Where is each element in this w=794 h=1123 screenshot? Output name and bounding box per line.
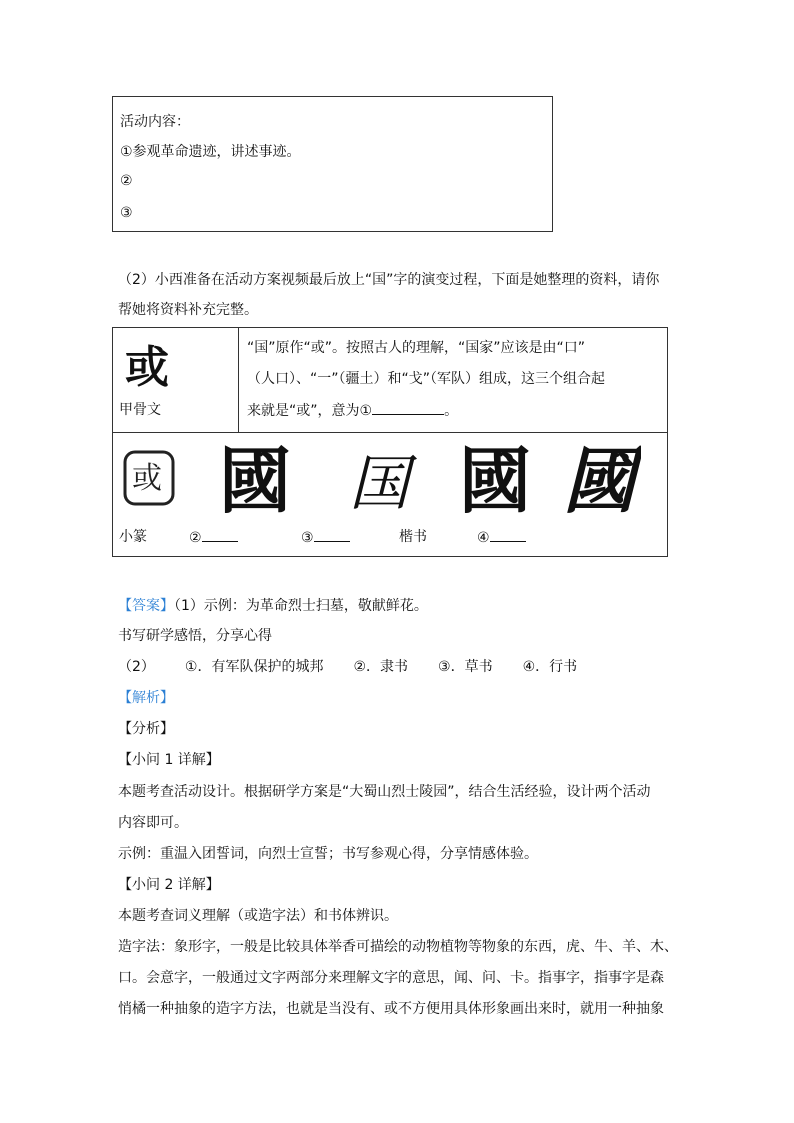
xiaozhuan-glyph-text: 或 — [132, 461, 162, 496]
blank-2[interactable] — [202, 527, 238, 542]
analysis-tag: 【解析】 — [118, 690, 174, 706]
oracle-bone-glyph — [123, 340, 175, 390]
glyph-2-text: 國 — [219, 440, 292, 516]
label-xiaozhuan: 小篆 — [119, 529, 147, 545]
glyph-3 — [345, 446, 417, 516]
answer-line3: （2） ①．有军队保护的城邦 ②．隶书 ③．草书 ④．行书 — [118, 659, 578, 675]
label-4: ④ — [477, 527, 526, 548]
q1-head: 【小问 1 详解】 — [118, 752, 220, 768]
question2-line2: 帮她将资料补充完整。 — [118, 302, 258, 318]
activity-content-box — [112, 96, 553, 232]
glyph-5-text: 國 — [563, 440, 636, 516]
activity-item-3: ③ — [120, 205, 133, 221]
xiaozhuan-glyph — [121, 448, 177, 508]
blank-3[interactable] — [314, 527, 350, 542]
q2-line1: 本题考查词义理解（或造字法）和书体辨识。 — [118, 908, 398, 924]
q2-line2: 造字法：象形字，一般是比较具体举香可描绘的动物植物等物象的东西，虎、牛、羊、木、 — [118, 939, 678, 955]
glyph-5 — [561, 440, 641, 516]
answer-tag: 【答案】 — [118, 598, 174, 614]
desc-line3: 来就是“或”，意为① 。 — [247, 400, 458, 421]
oracle-label: 甲骨文 — [119, 402, 161, 418]
blank-4[interactable] — [490, 527, 526, 542]
q2-line4: 悄橘一种抽象的造字方法，也就是当没有、或不方便用具体形象画出来时，就用一种抽象 — [118, 1001, 664, 1017]
q1-line3: 示例：重温入团誓词，向烈士宣誓；书写参观心得，分享情感体验。 — [118, 846, 538, 862]
q2-line3: 口。会意字，一般通过文字两部分来理解文字的意思，闻、问、卡。指事字，指事字是森 — [118, 970, 664, 986]
blank-1[interactable] — [372, 400, 444, 415]
label-kaishu: 楷书 — [399, 529, 427, 545]
activity-item-1: ①参观革命遗迹，讲述事迹。 — [120, 144, 301, 160]
question2-line1: （2）小西准备在活动方案视频最后放上“国”字的演变过程，下面是她整理的资料，请你 — [118, 272, 660, 288]
glyph-4 — [457, 440, 537, 516]
answer-line2: 书写研学感悟，分享心得 — [118, 628, 272, 644]
desc-line1: “国”原作“或”。按照古人的理解，“国家”应该是由“口” — [247, 340, 586, 356]
glyph-4-text: 國 — [459, 440, 532, 516]
evolution-table — [112, 327, 668, 557]
fenxi-tag: 【分析】 — [118, 721, 174, 737]
activity-title: 活动内容： — [120, 114, 190, 130]
glyph-2 — [217, 440, 297, 516]
q1-line1: 本题考查活动设计。根据研学方案是“大蜀山烈士陵园”，结合生活经验，设计两个活动 — [118, 784, 651, 800]
label-2: ② — [189, 527, 238, 548]
activity-item-2: ② — [120, 173, 133, 189]
desc-line2: （人口）、“一”（疆土）和“戈”（军队）组成，这三个组合起 — [247, 371, 606, 387]
glyph-3-text: 国 — [349, 449, 409, 516]
oracle-glyph-text: 或 — [125, 342, 169, 390]
answer-line1: 【答案】（1）示例：为革命烈士扫墓，敬献鲜花。 — [118, 598, 428, 614]
q1-line2: 内容即可。 — [118, 815, 188, 831]
q2-head: 【小问 2 详解】 — [118, 877, 220, 893]
label-3: ③ — [301, 527, 350, 548]
